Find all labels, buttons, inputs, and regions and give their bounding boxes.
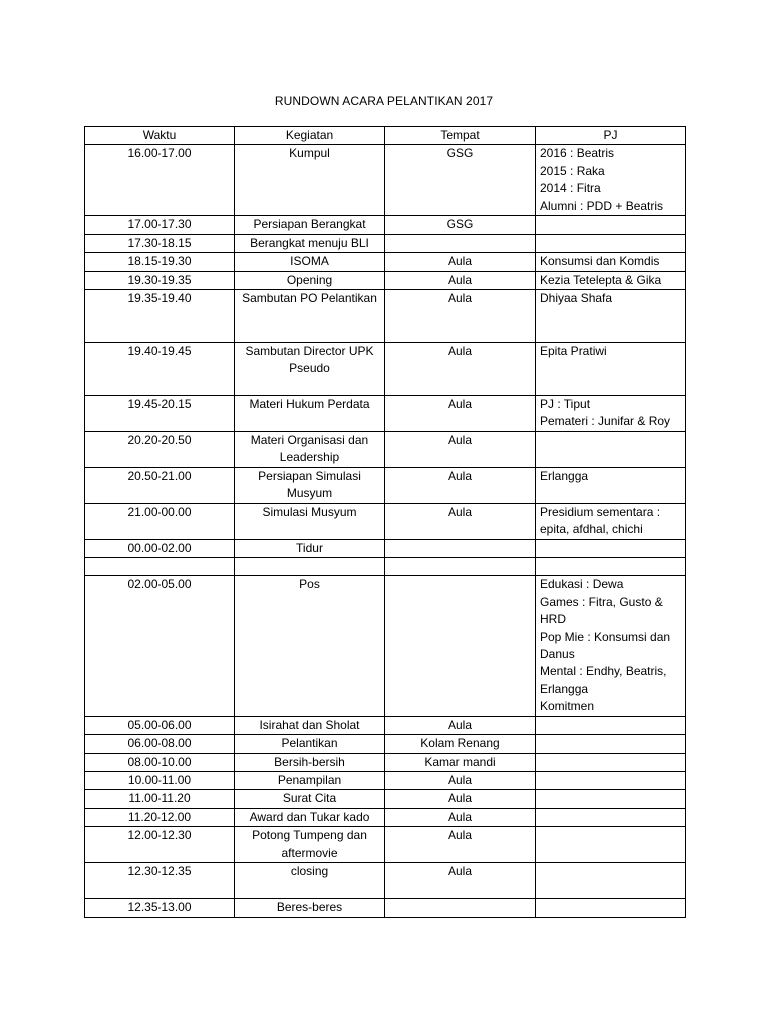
cell-kegiatan: Sambutan PO Pelantikan	[235, 290, 385, 343]
header-tempat: Tempat	[385, 127, 536, 145]
cell-pj	[536, 234, 686, 252]
cell-waktu: 11.20-12.00	[85, 808, 235, 826]
cell-waktu: 19.45-20.15	[85, 396, 235, 432]
pj-line: Komitmen	[540, 699, 595, 714]
cell-kegiatan: closing	[235, 863, 385, 899]
cell-waktu: 20.20-20.50	[85, 432, 235, 468]
cell-waktu: 08.00-10.00	[85, 753, 235, 771]
table-row	[85, 290, 686, 343]
pj-line: 2016 : Beatris	[540, 146, 615, 161]
cell-waktu: 17.00-17.30	[85, 216, 235, 234]
pj-line: Dhiyaa Shafa	[540, 291, 613, 306]
pj-line: Edukasi : Dewa	[540, 577, 624, 592]
cell-tempat: Aula	[385, 343, 536, 396]
cell-tempat: Aula	[385, 863, 536, 899]
header-waktu: Waktu	[85, 127, 235, 145]
cell-tempat: Aula	[385, 253, 536, 271]
table-row	[85, 343, 686, 396]
pj-line: 2015 : Raka	[540, 163, 605, 178]
pj-line: Erlangga	[540, 469, 589, 484]
cell-tempat: Aula	[385, 396, 536, 432]
cell-waktu: 19.35-19.40	[85, 290, 235, 343]
table-row	[85, 808, 686, 826]
cell-kegiatan: Materi Hukum Perdata	[235, 396, 385, 432]
cell-kegiatan: Opening	[235, 271, 385, 289]
pj-line: Pemateri : Junifar & Roy	[540, 414, 671, 429]
cell-pj	[536, 290, 686, 343]
table-row	[85, 716, 686, 734]
cell-kegiatan: Pelantikan	[235, 735, 385, 753]
cell-pj	[536, 899, 686, 917]
table-row	[85, 540, 686, 558]
cell-waktu: 19.40-19.45	[85, 343, 235, 396]
table-row	[85, 899, 686, 917]
cell-pj	[536, 863, 686, 899]
header-pj: PJ	[536, 127, 686, 145]
cell-waktu: 06.00-08.00	[85, 735, 235, 753]
cell-kegiatan: Tidur	[235, 540, 385, 558]
cell-tempat: Aula	[385, 771, 536, 789]
cell-kegiatan: Persiapan Simulasi Musyum	[235, 468, 385, 504]
cell-kegiatan: Penampilan	[235, 771, 385, 789]
table-row	[85, 827, 686, 863]
cell-kegiatan: Pos	[235, 576, 385, 716]
cell-kegiatan: Persiapan Berangkat	[235, 216, 385, 234]
rundown-table	[84, 126, 686, 918]
header-kegiatan: Kegiatan	[235, 127, 385, 145]
cell-pj	[536, 558, 686, 576]
cell-kegiatan	[235, 558, 385, 576]
table-row	[85, 253, 686, 271]
cell-tempat: Aula	[385, 271, 536, 289]
table-body	[85, 145, 686, 917]
cell-waktu: 17.30-18.15	[85, 234, 235, 252]
table-row	[85, 790, 686, 808]
cell-tempat: GSG	[385, 145, 536, 216]
pj-line: Konsumsi dan Komdis	[540, 254, 660, 269]
pj-line: Epita Pratiwi	[540, 344, 607, 359]
cell-pj	[536, 827, 686, 863]
pj-line: PJ : Tiput	[540, 397, 591, 412]
cell-kegiatan: Potong Tumpeng dan aftermovie	[235, 827, 385, 863]
pj-line: Erlangga	[540, 681, 589, 696]
cell-tempat: Aula	[385, 432, 536, 468]
pj-line: Presidium sementara :	[540, 505, 661, 520]
cell-pj	[536, 253, 686, 271]
cell-pj	[536, 504, 686, 540]
document-title: RUNDOWN ACARA PELANTIKAN 2017	[274, 94, 494, 108]
cell-tempat	[385, 558, 536, 576]
cell-pj	[536, 343, 686, 396]
cell-kegiatan: Isirahat dan Sholat	[235, 716, 385, 734]
cell-kegiatan: Kumpul	[235, 145, 385, 216]
cell-tempat	[385, 576, 536, 716]
cell-waktu: 02.00-05.00	[85, 576, 235, 716]
pj-line: Danus	[540, 647, 575, 662]
table-row	[85, 863, 686, 899]
cell-tempat: GSG	[385, 216, 536, 234]
cell-waktu: 12.00-12.30	[85, 827, 235, 863]
cell-pj	[536, 753, 686, 771]
cell-tempat	[385, 234, 536, 252]
cell-tempat: Aula	[385, 504, 536, 540]
pj-line: Pop Mie : Konsumsi dan	[540, 629, 671, 644]
cell-pj	[536, 216, 686, 234]
cell-tempat	[385, 540, 536, 558]
cell-kegiatan: Bersih-bersih	[235, 753, 385, 771]
table-row	[85, 234, 686, 252]
cell-waktu: 18.15-19.30	[85, 253, 235, 271]
table-row	[85, 216, 686, 234]
cell-pj	[536, 396, 686, 432]
cell-tempat: Kolam Renang	[385, 735, 536, 753]
table-row	[85, 468, 686, 504]
cell-waktu	[85, 558, 235, 576]
cell-waktu: 16.00-17.00	[85, 145, 235, 216]
pj-line: Kezia Tetelepta & Gika	[540, 272, 662, 287]
table-row	[85, 753, 686, 771]
pj-line: Mental : Endhy, Beatris,	[540, 664, 667, 679]
table-row	[85, 145, 686, 216]
cell-waktu: 05.00-06.00	[85, 716, 235, 734]
cell-kegiatan: Surat Cita	[235, 790, 385, 808]
table-row	[85, 576, 686, 716]
cell-pj	[536, 716, 686, 734]
pj-line: epita, afdhal, chichi	[540, 522, 643, 537]
cell-tempat: Kamar mandi	[385, 753, 536, 771]
table-row	[85, 271, 686, 289]
cell-waktu: 00.00-02.00	[85, 540, 235, 558]
cell-kegiatan: Simulasi Musyum	[235, 504, 385, 540]
cell-waktu: 20.50-21.00	[85, 468, 235, 504]
pj-line: Games : Fitra, Gusto &	[540, 594, 663, 609]
cell-kegiatan: Beres-beres	[235, 899, 385, 917]
cell-waktu: 12.30-12.35	[85, 863, 235, 899]
cell-pj	[536, 468, 686, 504]
cell-pj	[536, 540, 686, 558]
table-header-row	[85, 127, 686, 145]
cell-waktu: 19.30-19.35	[85, 271, 235, 289]
pj-line: HRD	[540, 612, 566, 627]
cell-kegiatan: Award dan Tukar kado	[235, 808, 385, 826]
cell-tempat: Aula	[385, 716, 536, 734]
table-row	[85, 432, 686, 468]
cell-waktu: 10.00-11.00	[85, 771, 235, 789]
cell-pj	[536, 771, 686, 789]
cell-pj	[536, 790, 686, 808]
cell-waktu: 11.00-11.20	[85, 790, 235, 808]
cell-kegiatan: Sambutan Director UPK Pseudo	[235, 343, 385, 396]
table-row	[85, 396, 686, 432]
cell-pj	[536, 271, 686, 289]
cell-tempat: Aula	[385, 290, 536, 343]
cell-tempat	[385, 899, 536, 917]
cell-pj	[536, 735, 686, 753]
cell-kegiatan: Materi Organisasi dan Leadership	[235, 432, 385, 468]
table-row	[85, 504, 686, 540]
pj-line: 2014 : Fitra	[540, 181, 601, 196]
cell-kegiatan: Berangkat menuju BLI	[235, 234, 385, 252]
cell-tempat: Aula	[385, 790, 536, 808]
pj-line: Alumni : PDD + Beatris	[540, 198, 664, 213]
table-row	[85, 735, 686, 753]
cell-tempat: Aula	[385, 468, 536, 504]
table-row	[85, 558, 686, 576]
table-row	[85, 771, 686, 789]
cell-pj	[536, 432, 686, 468]
cell-kegiatan: ISOMA	[235, 253, 385, 271]
cell-tempat: Aula	[385, 808, 536, 826]
cell-pj	[536, 808, 686, 826]
cell-pj	[536, 576, 686, 716]
cell-waktu: 12.35-13.00	[85, 899, 235, 917]
cell-pj	[536, 145, 686, 216]
cell-tempat: Aula	[385, 827, 536, 863]
cell-waktu: 21.00-00.00	[85, 504, 235, 540]
